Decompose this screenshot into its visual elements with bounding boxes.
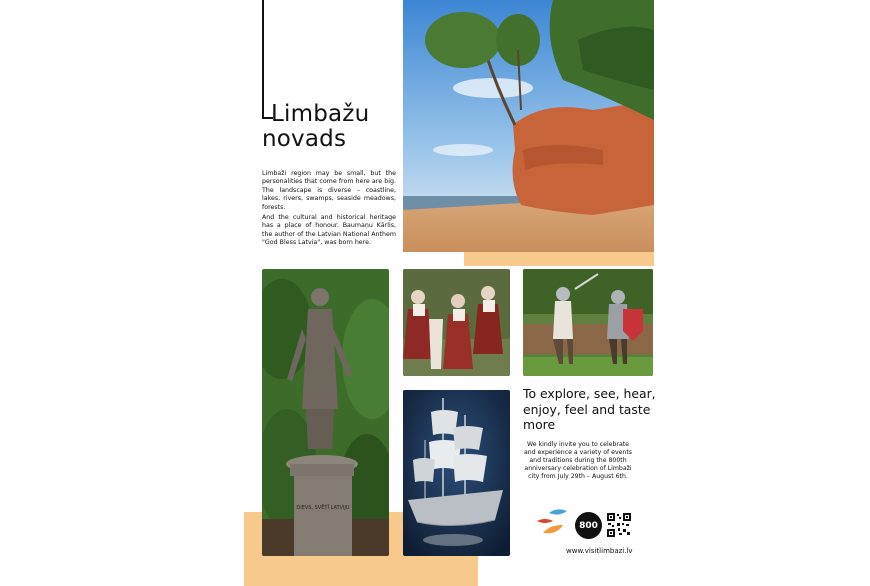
headline: To explore, see, hear, enjoy, feel and taste more [523,386,656,432]
title-line-2: novads [262,126,347,152]
intro-paragraph: Limbaži region may be small, but the personalities that come from here are big. The landscape is diverse – coastline, lakes, rivers, swamps, seaside meadows, forests. [262,170,396,211]
heritage-paragraph: And the cultural and historical heritage has a place of honour. Baumaņu Kārlis, the author of the Latvian National Anthem "God Bless Latvia", was born here. [262,214,396,247]
qr-code-icon[interactable] [607,513,631,537]
website-link[interactable]: www.visitlimbazi.lv [566,547,633,555]
ship-sculpture-photo [403,390,510,556]
knights-photo [523,269,653,376]
coastal-cliff-photo [403,0,654,252]
anniversary-badge-label: 800 [579,520,598,531]
anniversary-badge [575,512,602,539]
statue-inscription: DIEVS, SVĒTĪ LATVIJU [296,505,350,511]
accent-block-top [464,252,654,266]
title-bracket-vertical [262,0,264,118]
folk-dance-photo [403,269,510,376]
invitation-text: We kindly invite you to celebrate and experience a variety of events and traditions during the 800th anniversary celebration of Limbaži city from July 29th – August 6th. [524,441,632,480]
title-line-1: Limbažu [271,101,370,127]
page-title [262,102,369,152]
visit-limbazi-logo-icon [535,507,571,541]
statue-photo [262,269,389,556]
